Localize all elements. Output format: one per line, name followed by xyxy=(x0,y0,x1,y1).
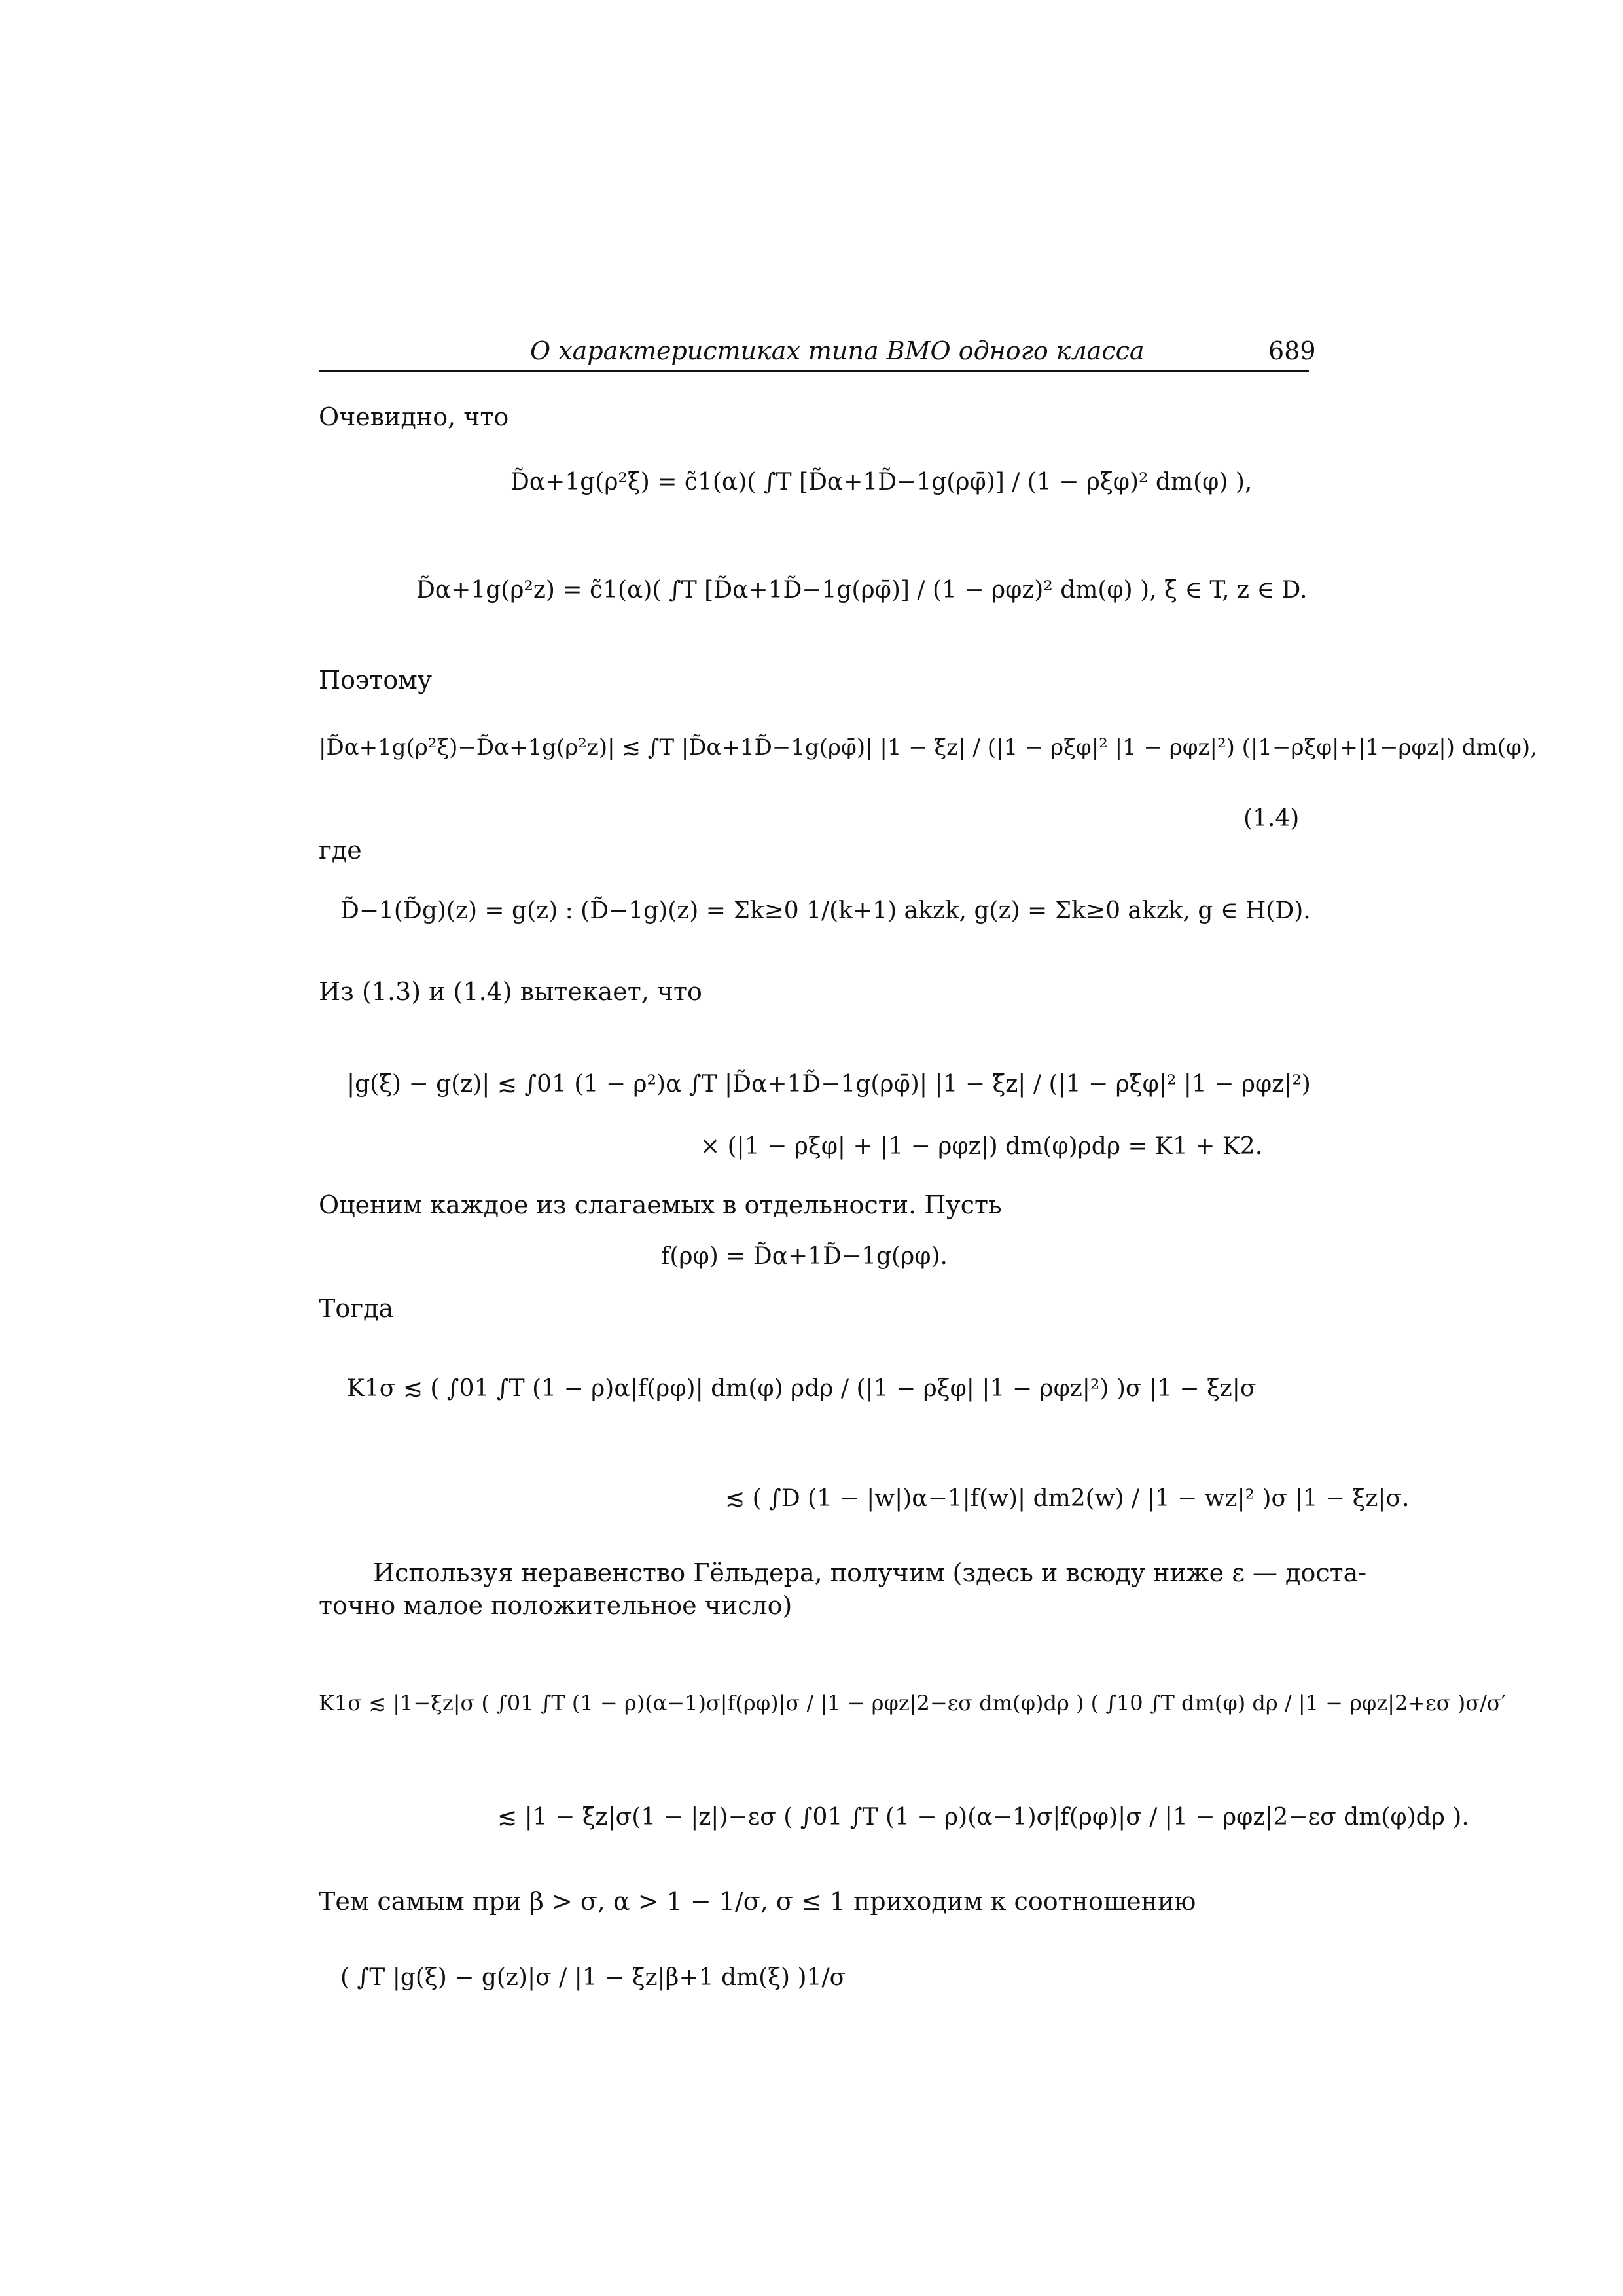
equation: f(ρφ) = D̃α+1D̃−1g(ρφ). xyxy=(661,1243,948,1270)
equation: ≲ |1 − ξ̄z|σ(1 − |z|)−εσ ( ∫01 ∫T (1 − ρ)(α−1)σ|f(ρφ)|σ / |1 − ρφz|2−εσ dm(φ)dρ ). xyxy=(497,1804,1469,1831)
running-title: О характеристиках типа ВМО одного класса xyxy=(530,336,1145,365)
paragraph-text: Тем самым при β > σ, α > 1 − 1/σ, σ ≤ 1 приходим к соотношению xyxy=(319,1887,1196,1916)
equation: D̃α+1g(ρ²z) = c̃1(α)( ∫T [D̃α+1D̃−1g(ρφ̄)] / (1 − ρφz)² dm(φ) ), ξ ∈ T, z ∈ D. xyxy=(416,577,1308,603)
paragraph-text: точно малое положительное число) xyxy=(319,1591,793,1620)
equation: |g(ξ) − g(z)| ≲ ∫01 (1 − ρ²)α ∫T |D̃α+1D̃−1g(ρφ̄)| |1 − ξ̄z| / (|1 − ρξφ|² |1 − ρφz|²) xyxy=(347,1071,1311,1098)
equation: ≲ ( ∫D (1 − |w|)α−1|f(w)| dm2(w) / |1 − wz|² )σ |1 − ξ̄z|σ. xyxy=(725,1485,1410,1512)
paragraph-text: Используя неравенство Гёльдера, получим (здесь и всюду ниже ε — доста- xyxy=(373,1558,1367,1587)
equation: K1σ ≲ |1−ξ̄z|σ ( ∫01 ∫T (1 − ρ)(α−1)σ|f(ρφ)|σ / |1 − ρφz|2−εσ dm(φ)dρ ) ( ∫10 ∫T dm(φ) dρ / |1 − ρφz|2+εσ )σ/σ′ xyxy=(319,1691,1506,1715)
equation: D̃−1(D̃g)(z) = g(z) : (D̃−1g)(z) = Σk≥0 1/(k+1) akzk, g(z) = Σk≥0 akzk, g ∈ H(D). xyxy=(340,897,1311,924)
equation: × (|1 − ρξφ| + |1 − ρφz|) dm(φ)ρdρ = K1 + K2. xyxy=(700,1133,1263,1160)
equation: |D̃α+1g(ρ²ξ)−D̃α+1g(ρ²z)| ≲ ∫T |D̃α+1D̃−1g(ρφ̄)| |1 − ξ̄z| / (|1 − ρξφ|² |1 − ρφz|²) (|1−ρξφ|+|1−ρφz|) dm(φ), xyxy=(319,734,1537,761)
paragraph-text: где xyxy=(319,836,362,865)
equation: ( ∫T |g(ξ) − g(z)|σ / |1 − ξ̄z|β+1 dm(ξ) )1/σ xyxy=(340,1964,846,1991)
header-rule xyxy=(319,370,1309,372)
paragraph-text: Тогда xyxy=(319,1294,394,1323)
equation-number: (1.4) xyxy=(1243,805,1300,832)
paragraph-text: Из (1.3) и (1.4) вытекает, что xyxy=(319,977,702,1006)
page-number: 689 xyxy=(1268,336,1316,365)
paragraph-text: Очевидно, что xyxy=(319,403,509,431)
paragraph-text: Поэтому xyxy=(319,666,433,694)
equation: D̃α+1g(ρ²ξ) = c̃1(α)( ∫T [D̃α+1D̃−1g(ρφ̄)] / (1 − ρξφ)² dm(φ) ), xyxy=(510,469,1253,495)
paragraph-text: Оценим каждое из слагаемых в отдельности. Пусть xyxy=(319,1191,1002,1219)
equation: K1σ ≲ ( ∫01 ∫T (1 − ρ)α|f(ρφ)| dm(φ) ρdρ / (|1 − ρξφ| |1 − ρφz|²) )σ |1 − ξ̄z|σ xyxy=(347,1375,1257,1402)
